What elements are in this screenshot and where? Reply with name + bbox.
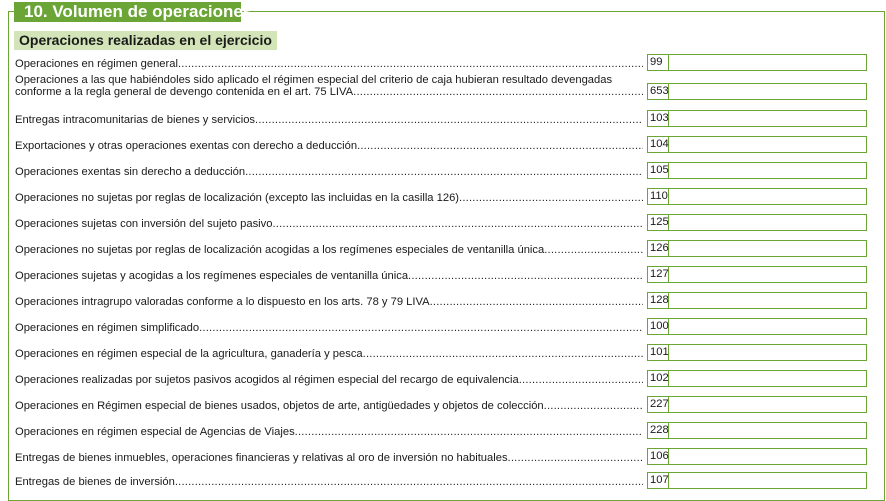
row-label-text: Operaciones en régimen especial de la agricultura, ganadería y pesca <box>15 348 363 360</box>
leader-dots <box>255 114 643 126</box>
leader-dots <box>519 374 643 386</box>
leader-dots <box>508 452 643 464</box>
amount-field[interactable] <box>669 344 867 361</box>
leader-dots <box>175 476 643 488</box>
box-code: 110 <box>647 188 669 205</box>
table-row <box>15 344 871 361</box>
row-label <box>15 244 643 256</box>
leader-dots <box>459 192 643 204</box>
box-code: 127 <box>647 266 669 283</box>
row-label <box>15 476 643 488</box>
row-label <box>15 426 643 438</box>
row-label-text: Operaciones en Régimen especial de bienes usados, objetos de arte, antigüedades y objetos de colección <box>15 400 544 412</box>
leader-dots <box>178 58 643 70</box>
subsection-title: Operaciones realizadas en el ejercicio <box>14 31 277 50</box>
box-code: 101 <box>647 344 669 361</box>
leader-dots <box>199 322 643 334</box>
table-row <box>15 240 871 257</box>
row-label-text: Operaciones sujetas y acogidas a los regímenes especiales de ventanilla única <box>15 270 409 282</box>
amount-field[interactable] <box>669 240 867 257</box>
row-label <box>15 270 643 282</box>
amount-field[interactable] <box>669 396 867 413</box>
table-row <box>15 110 871 127</box>
table-row <box>15 266 871 283</box>
row-label-text: Operaciones en régimen especial de Agencias de Viajes <box>15 426 295 438</box>
row-label <box>15 218 643 230</box>
row-label <box>15 322 643 334</box>
amount-field[interactable] <box>669 292 867 309</box>
row-label <box>15 114 643 126</box>
table-row <box>15 74 871 100</box>
amount-field[interactable] <box>669 370 867 387</box>
amount-field[interactable] <box>669 214 867 231</box>
row-label <box>15 192 643 204</box>
box-code: 105 <box>647 162 669 179</box>
box-code: 125 <box>647 214 669 231</box>
row-label-text: Operaciones exentas sin derecho a deducción <box>15 166 246 178</box>
leader-dots <box>408 270 643 282</box>
amount-field[interactable] <box>669 318 867 335</box>
table-row <box>15 136 871 153</box>
row-label <box>15 452 643 464</box>
amount-field[interactable] <box>669 422 867 439</box>
table-row <box>15 422 871 439</box>
box-code: 104 <box>647 136 669 153</box>
row-label-text: Operaciones realizadas por sujetos pasivos acogidos al régimen especial del recargo de equivalencia <box>15 374 519 386</box>
row-label-text: Operaciones intragrupo valoradas conforme a lo dispuesto en los arts. 78 y 79 LIVA <box>15 296 430 308</box>
box-code: 126 <box>647 240 669 257</box>
box-code: 227 <box>647 396 669 413</box>
leader-dots <box>544 244 643 256</box>
row-label-text: Operaciones no sujetas por reglas de localización (excepto las incluidas en la casilla 126) <box>15 192 460 204</box>
row-label-text: Operaciones sujetas con inversión del sujeto pasivo <box>15 218 273 230</box>
table-row <box>15 318 871 335</box>
row-label <box>15 400 643 412</box>
row-label-text: Exportaciones y otras operaciones exentas con derecho a deducción <box>15 140 358 152</box>
table-row <box>15 396 871 413</box>
leader-dots <box>245 166 643 178</box>
box-code: 100 <box>647 318 669 335</box>
table-row <box>15 188 871 205</box>
table-row <box>15 370 871 387</box>
row-label-text: Operaciones no sujetas por reglas de localización acogidas a los regímenes especiales de ventanilla única <box>15 244 545 256</box>
row-label <box>15 296 643 308</box>
amount-field[interactable] <box>669 188 867 205</box>
box-code: 106 <box>647 448 669 465</box>
row-label <box>15 74 643 98</box>
row-label <box>15 374 643 386</box>
row-label-text: Entregas intracomunitarias de bienes y servicios <box>15 114 256 126</box>
amount-field[interactable] <box>669 472 867 489</box>
box-code: 128 <box>647 292 669 309</box>
leader-dots <box>363 348 643 360</box>
table-row <box>15 448 871 465</box>
box-code: 653 <box>647 83 669 100</box>
table-row <box>15 292 871 309</box>
leader-dots <box>353 86 643 98</box>
leader-dots <box>357 140 643 152</box>
amount-field[interactable] <box>669 448 867 465</box>
leader-dots <box>295 426 643 438</box>
leader-dots <box>430 296 643 308</box>
box-code: 99 <box>647 54 669 71</box>
row-label-text: Operaciones en régimen simplificado <box>15 322 200 334</box>
row-label-line-1: Operaciones a las que habiéndoles sido aplicado el régimen especial del criterio de caja hubieran resultado devengadas <box>15 74 613 86</box>
box-code: 103 <box>647 110 669 127</box>
amount-field[interactable] <box>669 266 867 283</box>
amount-field[interactable] <box>669 54 867 71</box>
row-label-text: Entregas de bienes de inversión <box>15 476 175 488</box>
row-label <box>15 58 643 70</box>
table-row <box>15 54 871 71</box>
table-row <box>15 472 871 489</box>
row-label <box>15 348 643 360</box>
box-code: 102 <box>647 370 669 387</box>
row-label <box>15 140 643 152</box>
amount-field[interactable] <box>669 110 867 127</box>
amount-field[interactable] <box>669 162 867 179</box>
row-label <box>15 166 643 178</box>
box-code: 107 <box>647 472 669 489</box>
row-label-text: Operaciones en régimen general <box>15 58 178 70</box>
section-title: 10. Volumen de operaciones <box>14 2 241 22</box>
amount-field[interactable] <box>669 136 867 153</box>
box-code: 228 <box>647 422 669 439</box>
row-label-line-2: conforme a la regla general de devengo contenida en el art. 75 LIVA <box>15 86 354 98</box>
table-row <box>15 162 871 179</box>
table-row <box>15 214 871 231</box>
row-label-text: Entregas de bienes inmuebles, operaciones financieras y relativas al oro de inversión no habituales <box>15 452 508 464</box>
leader-dots <box>272 218 643 230</box>
leader-dots <box>544 400 643 412</box>
amount-field[interactable] <box>669 83 867 100</box>
